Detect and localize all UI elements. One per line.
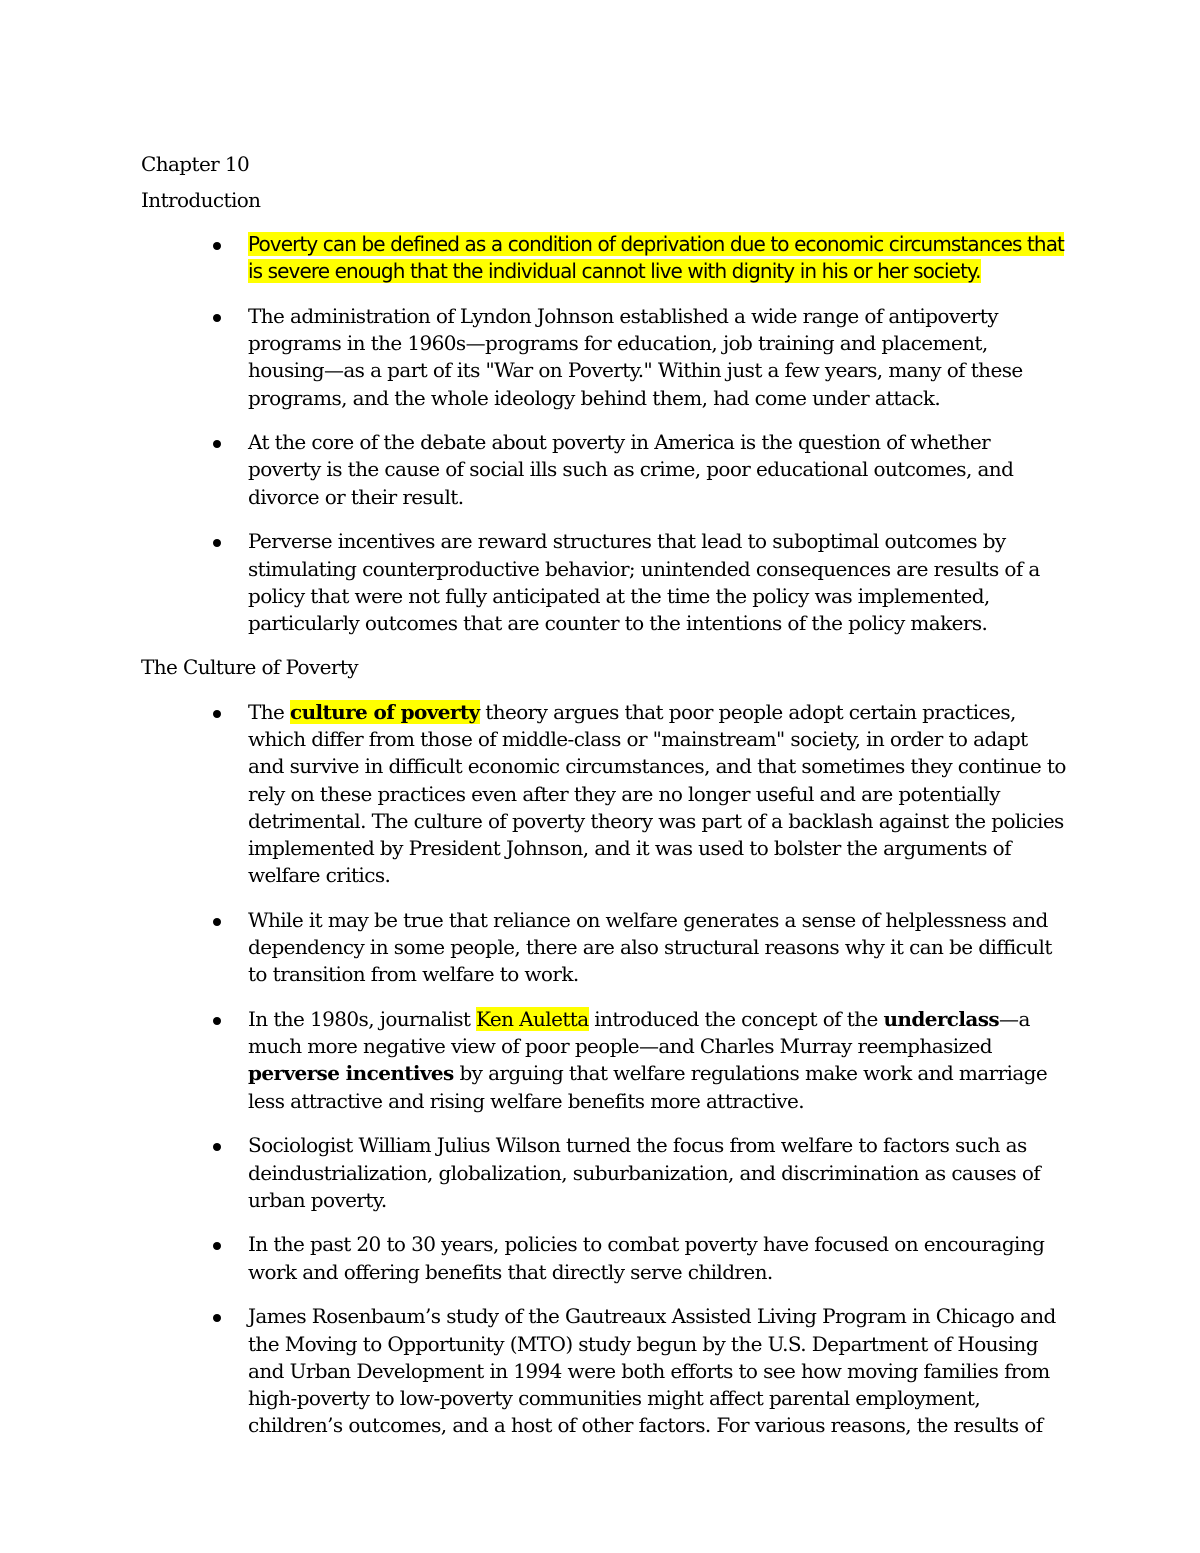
bullet-text: In the past 20 to 30 years, policies to combat poverty have focused on encouraging work and offering benefits that directly serve children. bbox=[248, 1232, 1045, 1284]
bullet-icon bbox=[213, 1314, 221, 1322]
bullet-text: Perverse incentives are reward structures that lead to suboptimal outcomes by stimulating counterproductive behavior; unintended consequences are results of a policy that were not fully anticipated at the time the policy was implemented, particularly outcomes that are counter to the intentions of the policy makers. bbox=[248, 529, 1040, 635]
list-item bbox=[0, 1231, 1068, 1285]
bullet-text-lead: In the 1980s, journalist bbox=[248, 1007, 477, 1032]
bullet-icon bbox=[213, 242, 221, 250]
bullet-text-lead: The bbox=[248, 700, 291, 724]
bullet-icon bbox=[213, 314, 221, 322]
introduction-heading: Introduction bbox=[141, 188, 261, 212]
list-item bbox=[0, 1006, 1068, 1115]
bullet-icon bbox=[213, 918, 221, 926]
bold-term: underclass bbox=[883, 1007, 1000, 1032]
bullet-text: —a much more negative view of poor people—and Charles Murray reemphasized bbox=[248, 1007, 1030, 1059]
highlighted-text: Poverty can be defined as a condition of deprivation due to economic circumstances that is severe enough that the individual cannot live with dignity in his or her society. bbox=[248, 232, 1064, 284]
list-item bbox=[0, 429, 1068, 511]
bullet-text: James Rosenbaum’s study of the Gautreaux Assisted Living Program in Chicago and the Moving to Opportunity (MTO) study begun by the U.S. Department of Housing and Urban Development in 1994 were both efforts to see how moving families from high-poverty to low-poverty communities might affect parental employment, children’s outcomes, and a host of other factors. For various reasons, the results of bbox=[248, 1304, 1056, 1438]
bullet-text: The administration of Lyndon Johnson established a wide range of antipoverty programs in the 1960s—programs for education, job training and placement, housing—as a part of its "War on Poverty." Within just a few years, many of these programs, and the whole ideology behind them, had come under attack. bbox=[248, 303, 1023, 410]
bullet-text: Sociologist William Julius Wilson turned the focus from welfare to factors such as deindustrialization, globalization, suburbanization, and discrimination as causes of urban poverty. bbox=[248, 1133, 1041, 1212]
list-item bbox=[0, 303, 1068, 412]
list-item bbox=[0, 528, 1068, 637]
culture-bullet-list bbox=[0, 699, 1068, 1457]
list-item bbox=[0, 1303, 1068, 1439]
bullet-icon bbox=[213, 1143, 221, 1151]
culture-of-poverty-heading: The Culture of Poverty bbox=[141, 655, 358, 679]
bullet-icon bbox=[213, 1017, 221, 1025]
highlighted-name: Ken Auletta bbox=[476, 1007, 589, 1032]
list-item bbox=[0, 907, 1068, 989]
bullet-text: At the core of the debate about poverty in America is the question of whether poverty is the cause of social ills such as crime, poor educational outcomes, and divorce or their result. bbox=[248, 430, 1014, 509]
bullet-icon bbox=[213, 710, 221, 718]
bold-term: perverse incentives bbox=[248, 1061, 454, 1086]
bullet-icon bbox=[213, 1242, 221, 1250]
chapter-label: Chapter 10 bbox=[141, 152, 250, 176]
introduction-bullet-list bbox=[0, 231, 1068, 655]
list-item bbox=[0, 1132, 1068, 1214]
bullet-text: by arguing that welfare regulations make work and marriage less attractive and rising welfare benefits more attractive. bbox=[248, 1061, 1048, 1113]
bullet-text: introduced the concept of the bbox=[588, 1007, 884, 1032]
bullet-icon bbox=[213, 440, 221, 448]
list-item bbox=[0, 231, 1068, 285]
list-item bbox=[0, 699, 1068, 889]
highlighted-term: culture of poverty bbox=[290, 700, 480, 724]
bullet-icon bbox=[213, 539, 221, 547]
bullet-text: theory argues that poor people adopt certain practices, which differ from those of middle-class or "mainstream" society, in order to adapt and survive in difficult economic circumstances, and that sometimes they continue to rely on these practices even after they are no longer useful and are potentially detrimental. The culture of poverty theory was part of a backlash against the policies implemented by President Johnson, and it was used to bolster the arguments of welfare critics. bbox=[248, 700, 1066, 888]
bullet-text: While it may be true that reliance on welfare generates a sense of helplessness and dependency in some people, there are also structural reasons why it can be difficult to transition from welfare to work. bbox=[248, 907, 1052, 987]
